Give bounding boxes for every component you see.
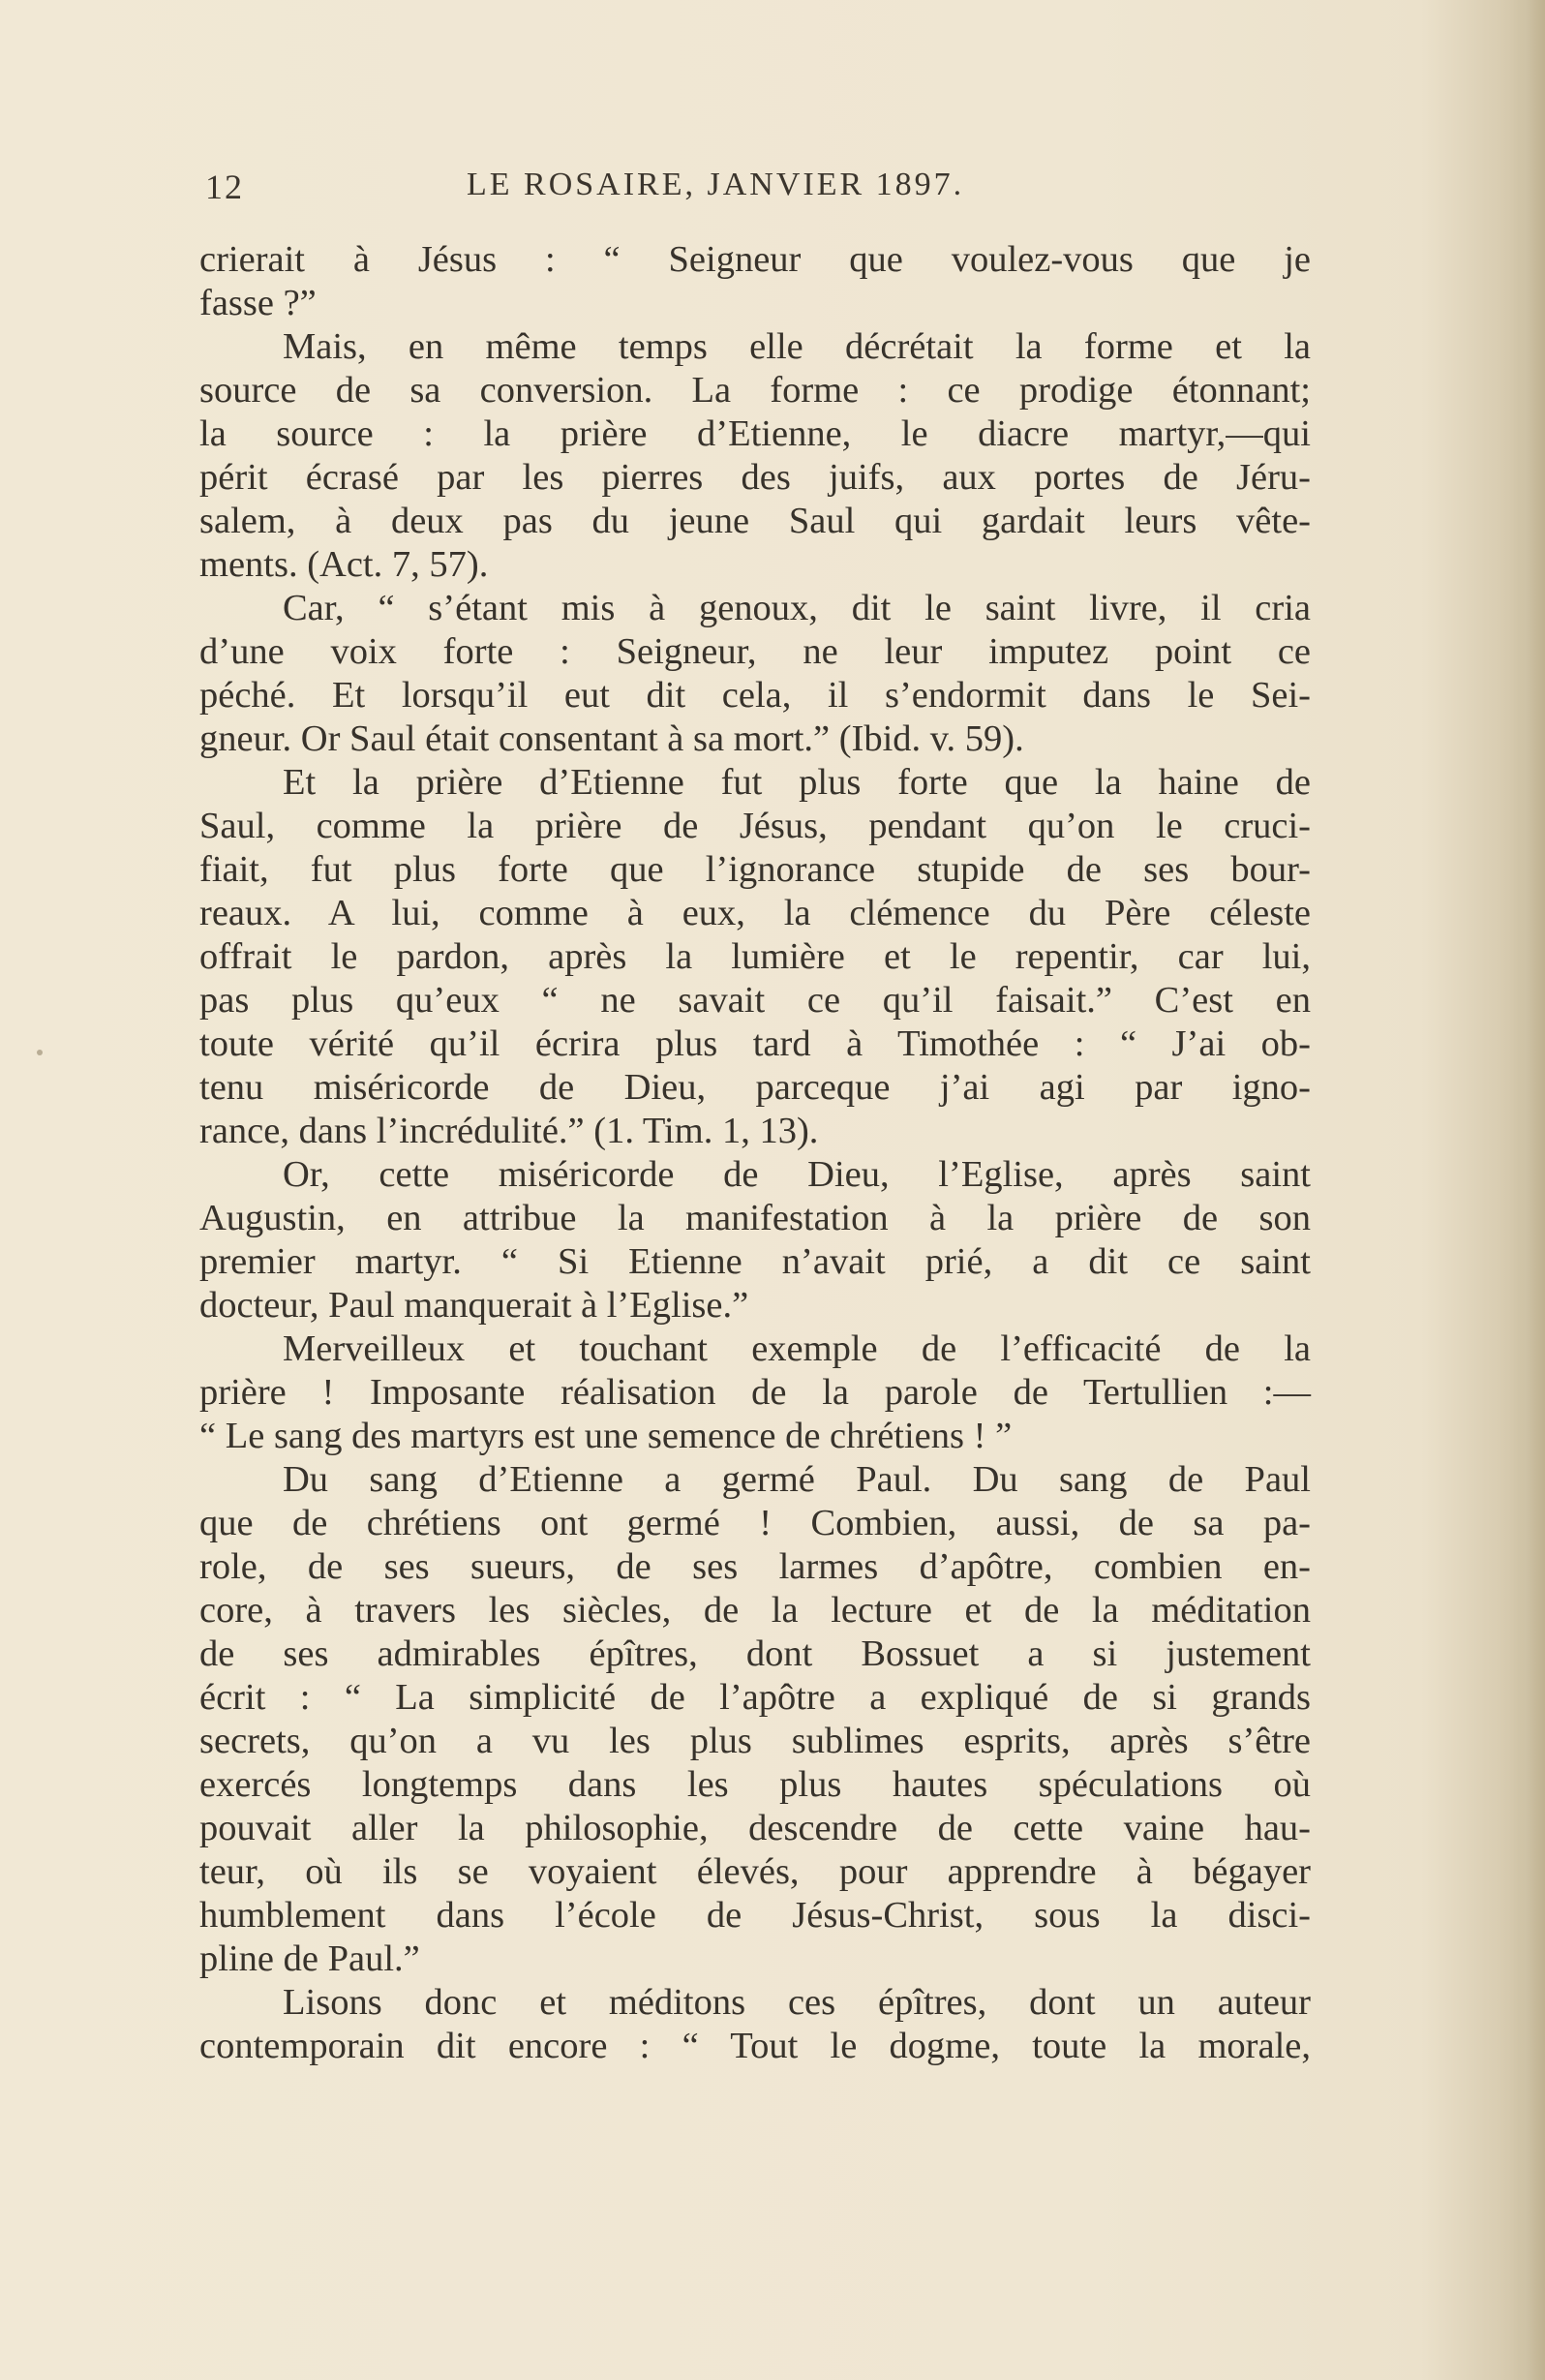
page-number: 12: [205, 168, 244, 206]
text-line: salem, à deux pas du jeune Saul qui gardait leurs vête-: [199, 501, 1311, 541]
paragraph: [199, 1981, 1311, 2068]
paragraph: [199, 1458, 1311, 1981]
text-line: Or, cette miséricorde de Dieu, l’Eglise, après saint: [283, 1154, 1311, 1195]
running-title: LE ROSAIRE, JANVIER 1897.: [467, 167, 965, 202]
text-line: exercés longtemps dans les plus hautes spéculations où: [199, 1764, 1311, 1805]
paragraph: [199, 1153, 1311, 1327]
text-line: d’une voix forte : Seigneur, ne leur imputez point ce: [199, 631, 1311, 672]
text-line: Car, “ s’étant mis à genoux, dit le saint livre, il cria: [283, 588, 1311, 628]
text-line: pline de Paul.”: [199, 1938, 420, 1979]
text-line: toute vérité qu’il écrira plus tard à Timothée : “ J’ai ob-: [199, 1023, 1311, 1064]
text-line: “ Le sang des martyrs est une semence de chrétiens ! ”: [199, 1416, 1013, 1456]
paragraph: [199, 587, 1311, 761]
text-line: docteur, Paul manquerait à l’Eglise.”: [199, 1285, 749, 1326]
text-line: ments. (Act. 7, 57).: [199, 544, 489, 585]
text-line: role, de ses sueurs, de ses larmes d’apôtre, combien en-: [199, 1546, 1311, 1587]
text-line: Et la prière d’Etienne fut plus forte que la haine de: [283, 762, 1311, 803]
page-edge-shadow: [1512, 0, 1545, 2380]
text-line: que de chrétiens ont germé ! Combien, aussi, de sa pa-: [199, 1503, 1311, 1543]
text-line: Du sang d’Etienne a germé Paul. Du sang de Paul: [283, 1459, 1311, 1500]
text-line: offrait le pardon, après la lumière et le repentir, car lui,: [199, 936, 1311, 977]
text-line: Saul, comme la prière de Jésus, pendant qu’on le cruci-: [199, 806, 1311, 846]
text-line: tenu miséricorde de Dieu, parceque j’ai agi par igno-: [199, 1067, 1311, 1108]
text-line: péché. Et lorsqu’il eut dit cela, il s’endormit dans le Sei-: [199, 675, 1311, 716]
text-line: rance, dans l’incrédulité.” (1. Tim. 1, 13).: [199, 1111, 819, 1151]
text-line: gneur. Or Saul était consentant à sa mort.” (Ibid. v. 59).: [199, 718, 1024, 759]
text-line: de ses admirables épîtres, dont Bossuet a si justement: [199, 1633, 1311, 1674]
text-line: reaux. A lui, comme à eux, la clémence du Père céleste: [199, 893, 1311, 933]
text-line: Augustin, en attribue la manifestation à la prière de son: [199, 1198, 1311, 1238]
paragraph: [199, 761, 1311, 1153]
text-line: Lisons donc et méditons ces épîtres, dont un auteur: [283, 1982, 1311, 2023]
text-line: crierait à Jésus : “ Seigneur que voulez-vous que je: [199, 239, 1311, 280]
running-header: [205, 167, 1318, 225]
text-line: source de sa conversion. La forme : ce prodige étonnant;: [199, 370, 1311, 411]
text-line: périt écrasé par les pierres des juifs, aux portes de Jéru-: [199, 457, 1311, 498]
text-line: fiait, fut plus forte que l’ignorance stupide de ses bour-: [199, 849, 1311, 890]
text-line: Mais, en même temps elle décrétait la forme et la: [283, 326, 1311, 367]
text-line: contemporain dit encore : “ Tout le dogme, toute la morale,: [199, 2026, 1311, 2066]
text-line: Merveilleux et touchant exemple de l’efficacité de la: [283, 1328, 1311, 1369]
paragraph: [199, 325, 1311, 587]
text-line: pouvait aller la philosophie, descendre de cette vaine hau-: [199, 1808, 1311, 1848]
text-line: premier martyr. “ Si Etienne n’avait prié, a dit ce saint: [199, 1241, 1311, 1282]
text-line: fasse ?”: [199, 283, 317, 323]
text-line: prière ! Imposante réalisation de la parole de Tertullien :—: [199, 1372, 1311, 1413]
text-line: pas plus qu’eux “ ne savait ce qu’il faisait.” C’est en: [199, 980, 1311, 1021]
paragraph: [199, 1327, 1311, 1458]
body-text: [199, 238, 1311, 2068]
paragraph: [199, 238, 1311, 325]
text-line: secrets, qu’on a vu les plus sublimes esprits, après s’être: [199, 1721, 1311, 1761]
text-line: core, à travers les siècles, de la lecture et de la méditation: [199, 1590, 1311, 1631]
text-line: écrit : “ La simplicité de l’apôtre a expliqué de si grands: [199, 1677, 1311, 1718]
text-line: humblement dans l’école de Jésus-Christ, sous la disci-: [199, 1895, 1311, 1936]
text-line: la source : la prière d’Etienne, le diacre martyr,—qui: [199, 413, 1311, 454]
text-line: teur, où ils se voyaient élevés, pour apprendre à bégayer: [199, 1851, 1311, 1892]
ink-spot: [37, 1050, 43, 1055]
